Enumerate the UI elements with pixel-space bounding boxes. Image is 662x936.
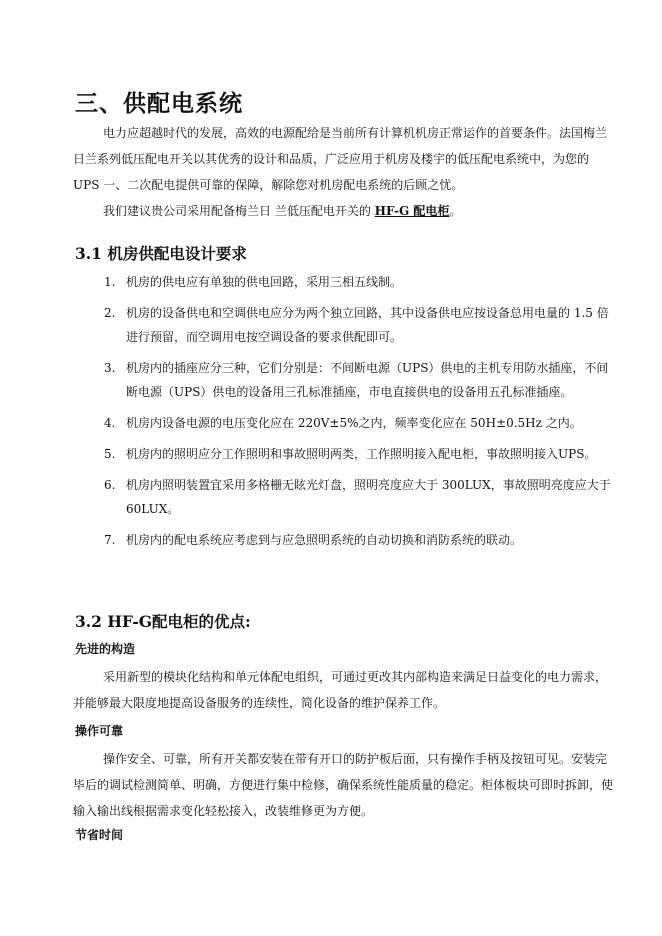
- intro-paragraph-2: [73, 198, 618, 224]
- reliable-operation-paragraph: 操作安全、可靠，所有开关都安装在带有开口的防护板后面，只有操作手柄及按钮可见。安装完毕后的调试检测简单、明确，方便进行集中检修，确保系统性能质量的稳定。柜体板块可即时拆卸，使输入输出线根据需求变化轻松接入，改装维修更为方便。: [73, 752, 614, 818]
- list-item: [73, 356, 618, 404]
- intro-p2-suffix: 。: [449, 204, 462, 218]
- list-item: [73, 473, 618, 521]
- list-text: 机房内照明装置宜采用多格栅无眩光灯盘，照明亮度应大于 300LUX，事故照明亮度应大于 60LUX。: [126, 478, 611, 516]
- list-number: 1.: [104, 275, 116, 289]
- list-number: 3.: [104, 361, 116, 375]
- list-item: [73, 442, 618, 466]
- subheading-reliable-operation: 操作可靠: [75, 724, 124, 738]
- list-number: 2.: [104, 306, 116, 320]
- section-title: 三、供配电系统: [75, 90, 243, 117]
- list-text: 机房内的插座应分三种，它们分别是：不间断电源（UPS）供电的主机专用防水插座，不间断电源（UPS）供电的设备用三孔标准插座，市电直接供电的设备用五孔标准插座。: [126, 361, 609, 399]
- section-3-1-heading: 3.1 机房供配电设计要求: [75, 244, 247, 263]
- list-item: [73, 528, 618, 552]
- list-number: 6.: [104, 478, 116, 492]
- list-number: 5.: [104, 447, 116, 461]
- requirements-list: [73, 270, 618, 559]
- list-item: [73, 411, 618, 435]
- list-text: 机房内设备电源的电压变化应在 220V±5%之内，频率变化应在 50H±0.5Hz 之内。: [126, 416, 582, 430]
- subheading-time-saving: 节省时间: [75, 828, 124, 842]
- subheading-advanced-structure: 先进的构造: [75, 642, 136, 656]
- list-text: 机房的供电应有单独的供电回路，采用三相五线制。: [126, 275, 403, 289]
- list-text: 机房的设备供电和空调供电应分为两个独立回路，其中设备供电应按设备总用电量的 1.5 倍进行预留，而空调用电按空调设备的要求供配即可。: [126, 306, 609, 344]
- section-3-2-heading: 3.2 HF-G配电柜的优点:: [75, 612, 251, 631]
- product-name: HF-G 配电柜: [374, 204, 450, 218]
- list-text: 机房内的配电系统应考虑到与应急照明系统的自动切换和消防系统的联动。: [126, 533, 523, 547]
- advanced-structure-paragraph: 采用新型的模块化结构和单元体配电组织，可通过更改其内部构造来满足日益变化的电力需求，并能够最大限度地提高设备服务的连续性，简化设备的维护保养工作。: [73, 670, 608, 710]
- list-number: 4.: [104, 416, 116, 430]
- intro-paragraph-1: 电力应超越时代的发展，高效的电源配给是当前所有计算机机房正常运作的首要条件。法国梅兰日兰系列低压配电开关以其优秀的设计和品质，广泛应用于机房及楼宇的低压配电系统中，为您的 UPS 一、二次配电提供可靠的保障，解除您对机房配电系统的后顾之忧。: [73, 126, 608, 192]
- list-item: [73, 301, 618, 349]
- list-item: [73, 270, 618, 294]
- list-text: 机房内的照明应分工作照明和事故照明两类，工作照明接入配电柜，事故照明接入UPS。: [126, 447, 597, 461]
- intro-p2-prefix: 我们建议贵公司采用配备梅兰日 兰低压配电开关的: [103, 204, 375, 218]
- list-number: 7.: [104, 533, 116, 547]
